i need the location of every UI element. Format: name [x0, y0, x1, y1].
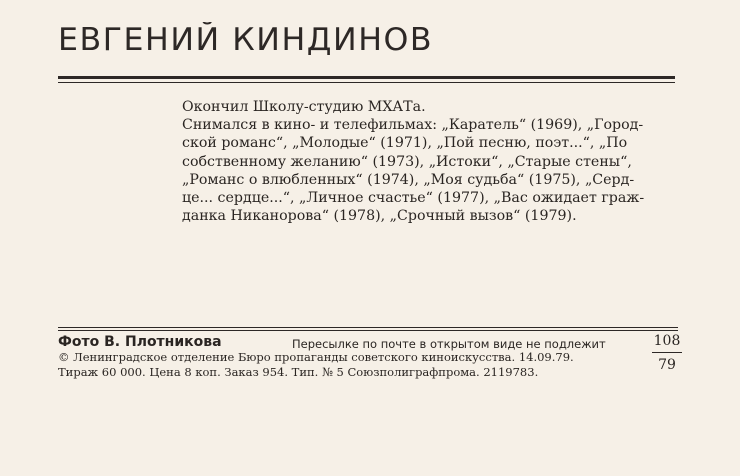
copyright-line: © Ленинградское отделение Бюро пропаганды советского киноискусства. 14.09.79.	[58, 350, 574, 364]
fraction-line	[652, 352, 682, 353]
footer-rule-bottom	[58, 330, 678, 331]
bio-line: „Романс о влюбленных“ (1974), „Моя судьба“ (1975), „Серд-	[182, 171, 635, 188]
bio-line: собственному желанию“ (1973), „Истоки“, „Старые стены“,	[182, 153, 632, 170]
bio-line: ской романс“, „Молодые“ (1971), „Пой песню, поэт...“, „По	[182, 135, 628, 152]
bio-line: це... сердце...“, „Личное счастье“ (1977), „Вас ожидает граж-	[182, 190, 645, 207]
biography	[182, 98, 682, 225]
title-rule-thin	[58, 82, 675, 83]
photo-credit: Фото В. Плотникова	[58, 334, 222, 350]
series-number-bottom: 79	[658, 357, 676, 373]
print-info: Тираж 60 000. Цена 8 коп. Заказ 954. Тип. № 5 Союзполиграфпрома. 2119783.	[58, 365, 539, 379]
bio-line: Окончил Школу-студию МХАТа.	[182, 99, 426, 115]
title-rule-thick	[58, 76, 675, 79]
mail-notice: Пересылке по почте в открытом виде не подлежит	[292, 337, 606, 351]
footer-rule-top	[58, 327, 678, 328]
bio-line: данка Никанорова“ (1978), „Срочный вызов“ (1979).	[182, 208, 577, 225]
bio-line: Снимался в кино- и телефильмах: „Каратель“ (1969), „Город-	[182, 117, 644, 134]
actor-name: ЕВГЕНИЙ КИНДИНОВ	[58, 22, 434, 58]
series-number-top: 108	[653, 333, 681, 349]
